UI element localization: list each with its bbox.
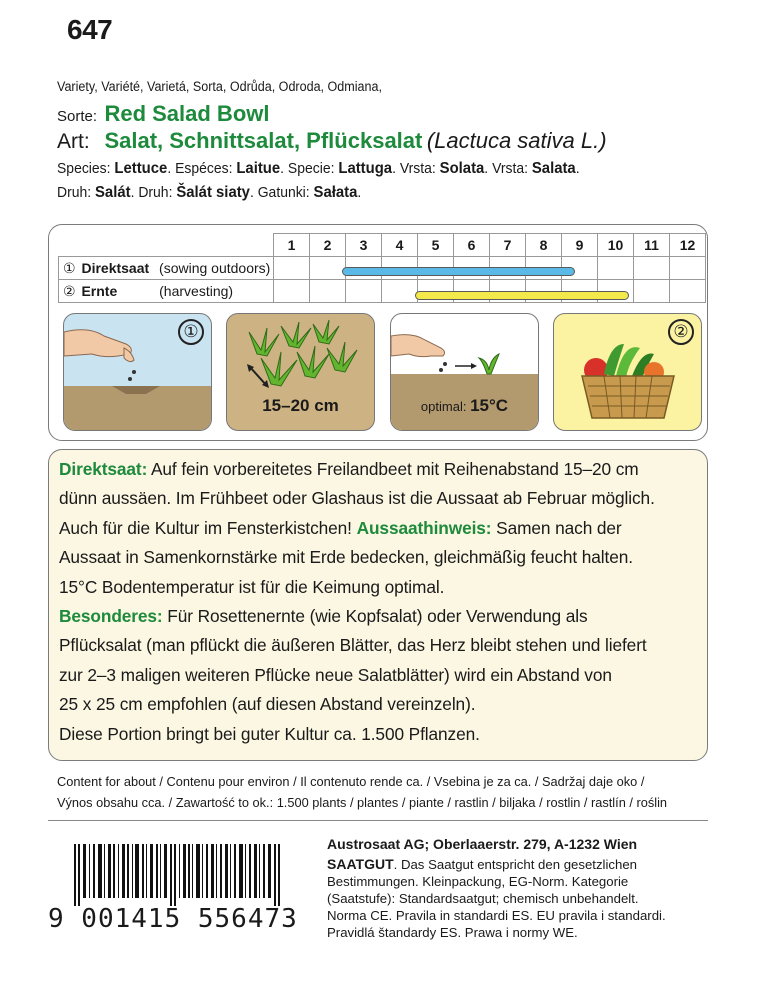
instruction-text: zur 2–3 maligen weiteren Pflücke neue Salatblätter) wird ein Abstand von [59, 664, 612, 685]
art-line [57, 128, 607, 154]
latin-name: (Lactuca sativa L.) [426, 128, 607, 153]
sowing-period-bar [342, 267, 575, 276]
instruction-text: Samen nach der [496, 517, 622, 538]
optimal-temp-value: 15°C [470, 396, 509, 415]
month-header: 8 [526, 234, 562, 257]
row-label-de: Direktsaat [81, 259, 150, 276]
spacing-pictogram [226, 313, 375, 431]
step-number: ② [668, 319, 694, 345]
regulation-line: (Saatstufe): Standardsaatgut; chemisch unbehandelt. [327, 891, 639, 906]
calendar-corner [59, 234, 274, 257]
druh-value: Sałata [313, 184, 358, 201]
instruction-text: Diese Portion bringt bei guter Kultur ca. 1.500 Pflanzen. [59, 723, 480, 744]
druh-value: Salát [94, 184, 131, 201]
seed-regulation-text [327, 856, 666, 941]
instructions-heading: Direktsaat: [59, 459, 148, 479]
art-label: Art: [57, 130, 90, 153]
month-header: 2 [310, 234, 346, 257]
instruction-text: Auf fein vorbereitetes Freilandbeet mit Reihenabstand 15–20 cm [150, 459, 639, 479]
company-address: Austrosaat AG; Oberlaaerstr. 279, A-1232 Wien [327, 836, 638, 852]
divider [48, 820, 708, 821]
barcode-number: 9 001415 556473 [48, 904, 298, 934]
harvest-period-bar [415, 291, 629, 300]
month-header: 4 [382, 234, 418, 257]
instruction-text: Aussaat in Samenkornstärke mit Erde bedecken, gleichmäßig feucht halten. [59, 547, 633, 568]
row-label-de: Ernte [81, 282, 118, 299]
species-value: Solata [439, 160, 485, 177]
druh-value: Šalát siaty [176, 184, 250, 201]
art-name: Salat, Schnittsalat, Pflücksalat [104, 128, 423, 153]
species-label: Espéces: [175, 160, 233, 177]
sorte-line [57, 101, 270, 127]
sowing-instructions [48, 449, 708, 761]
species-label: Vrsta: [492, 160, 528, 177]
content-amount-line: Content for about / Contenu pour environ / Il contenuto rende ca. / Vsebina je za ca. / Sadržaj daje oko / [57, 774, 645, 789]
optimal-temperature [391, 396, 538, 416]
month-header: 9 [562, 234, 598, 257]
saatgut-label: SAATGUT [327, 856, 394, 872]
instructions-heading: Aussaathinweis: [356, 517, 492, 538]
month-header: 6 [454, 234, 490, 257]
row-label-en: (sowing outdoors) [159, 259, 271, 276]
instructions-heading: Besonderes: [59, 606, 163, 627]
species-value: Salata [531, 160, 576, 177]
druh-label: Druh: [57, 184, 92, 201]
species-value: Laitue [236, 160, 281, 177]
sowing-calendar-panel [48, 224, 708, 441]
barcode-icon [56, 844, 306, 906]
sowing-pictogram [63, 313, 212, 431]
month-header: 5 [418, 234, 454, 257]
instruction-text: Für Rosettenernte (wie Kopfsalat) oder Verwendung als [167, 606, 588, 627]
month-header: 1 [274, 234, 310, 257]
month-header: 3 [346, 234, 382, 257]
row-spacing-label: 15–20 cm [262, 396, 339, 415]
druh-label: Druh: [138, 184, 173, 201]
sorte-label: Sorte: [57, 108, 98, 125]
regulation-line: . Das Saatgut entspricht den gesetzlichen [393, 857, 638, 872]
regulation-line: Norma CE. Pravila in standardi ES. EU pravila i standardi. [327, 908, 666, 923]
row-number: ① [63, 259, 76, 276]
germination-pictogram [390, 313, 539, 431]
row-label [59, 260, 270, 277]
content-amount-line: Výnos obsahu cca. / Zawartość to ok.: 1.500 plants / plantes / piante / rastlin / biljaka / rostlin / rastlín / roślin [57, 795, 668, 810]
druh-label: Gatunki: [257, 184, 310, 201]
harvest-pictogram [553, 313, 702, 431]
row-label-cell [59, 280, 274, 303]
instruction-text: Pflücksalat (man pflückt die äußeren Blätter, das Herz bleibt stehen und liefert [59, 635, 647, 656]
optimal-label: optimal: [420, 399, 467, 414]
instruction-text: 25 x 25 cm empfohlen (auf diesen Abstand vereinzeln). [59, 694, 476, 715]
row-number: ② [63, 282, 76, 299]
variety-name: Red Salad Bowl [104, 101, 270, 126]
instruction-text: dünn aussäen. Im Frühbeet oder Glashaus ist die Aussaat ab Februar möglich. [59, 488, 655, 509]
species-label: Vrsta: [399, 160, 436, 177]
month-header: 7 [490, 234, 526, 257]
species-label: Specie: [287, 160, 335, 177]
druh-line: Druh: Salát. Druh: Šalát siaty. Gatunki: Sałata. [57, 184, 362, 201]
calendar-header-row [59, 234, 706, 257]
month-header: 11 [634, 234, 670, 257]
instruction-text: Auch für die Kultur im Fensterkistchen! [59, 517, 352, 538]
species-line: Species: Lettuce. Espéces: Laitue. Specie: Lattuga. Vrsta: Solata. Vrsta: Salata. [57, 160, 580, 177]
row-label-en: (harvesting) [159, 282, 234, 299]
packet-number: 647 [67, 14, 113, 45]
species-value: Lattuga [338, 160, 393, 177]
step-number: ① [178, 319, 204, 345]
instruction-text: 15°C Bodentemperatur ist für die Keimung optimal. [59, 576, 445, 597]
species-label: Species: [57, 160, 111, 177]
row-label-cell [59, 257, 274, 280]
month-header: 10 [598, 234, 634, 257]
species-value: Lettuce [114, 160, 168, 177]
month-header: 12 [670, 234, 706, 257]
regulation-line: Pravidlá štandardy ES. Prawa i normy WE. [327, 925, 578, 940]
row-label [59, 283, 233, 300]
regulation-line: Bestimmungen. Kleinpackung, EG-Norm. Kategorie [327, 874, 629, 889]
variety-languages: Variety, Variété, Varietá, Sorta, Odrůda, Odroda, Odmiana, [57, 79, 382, 94]
